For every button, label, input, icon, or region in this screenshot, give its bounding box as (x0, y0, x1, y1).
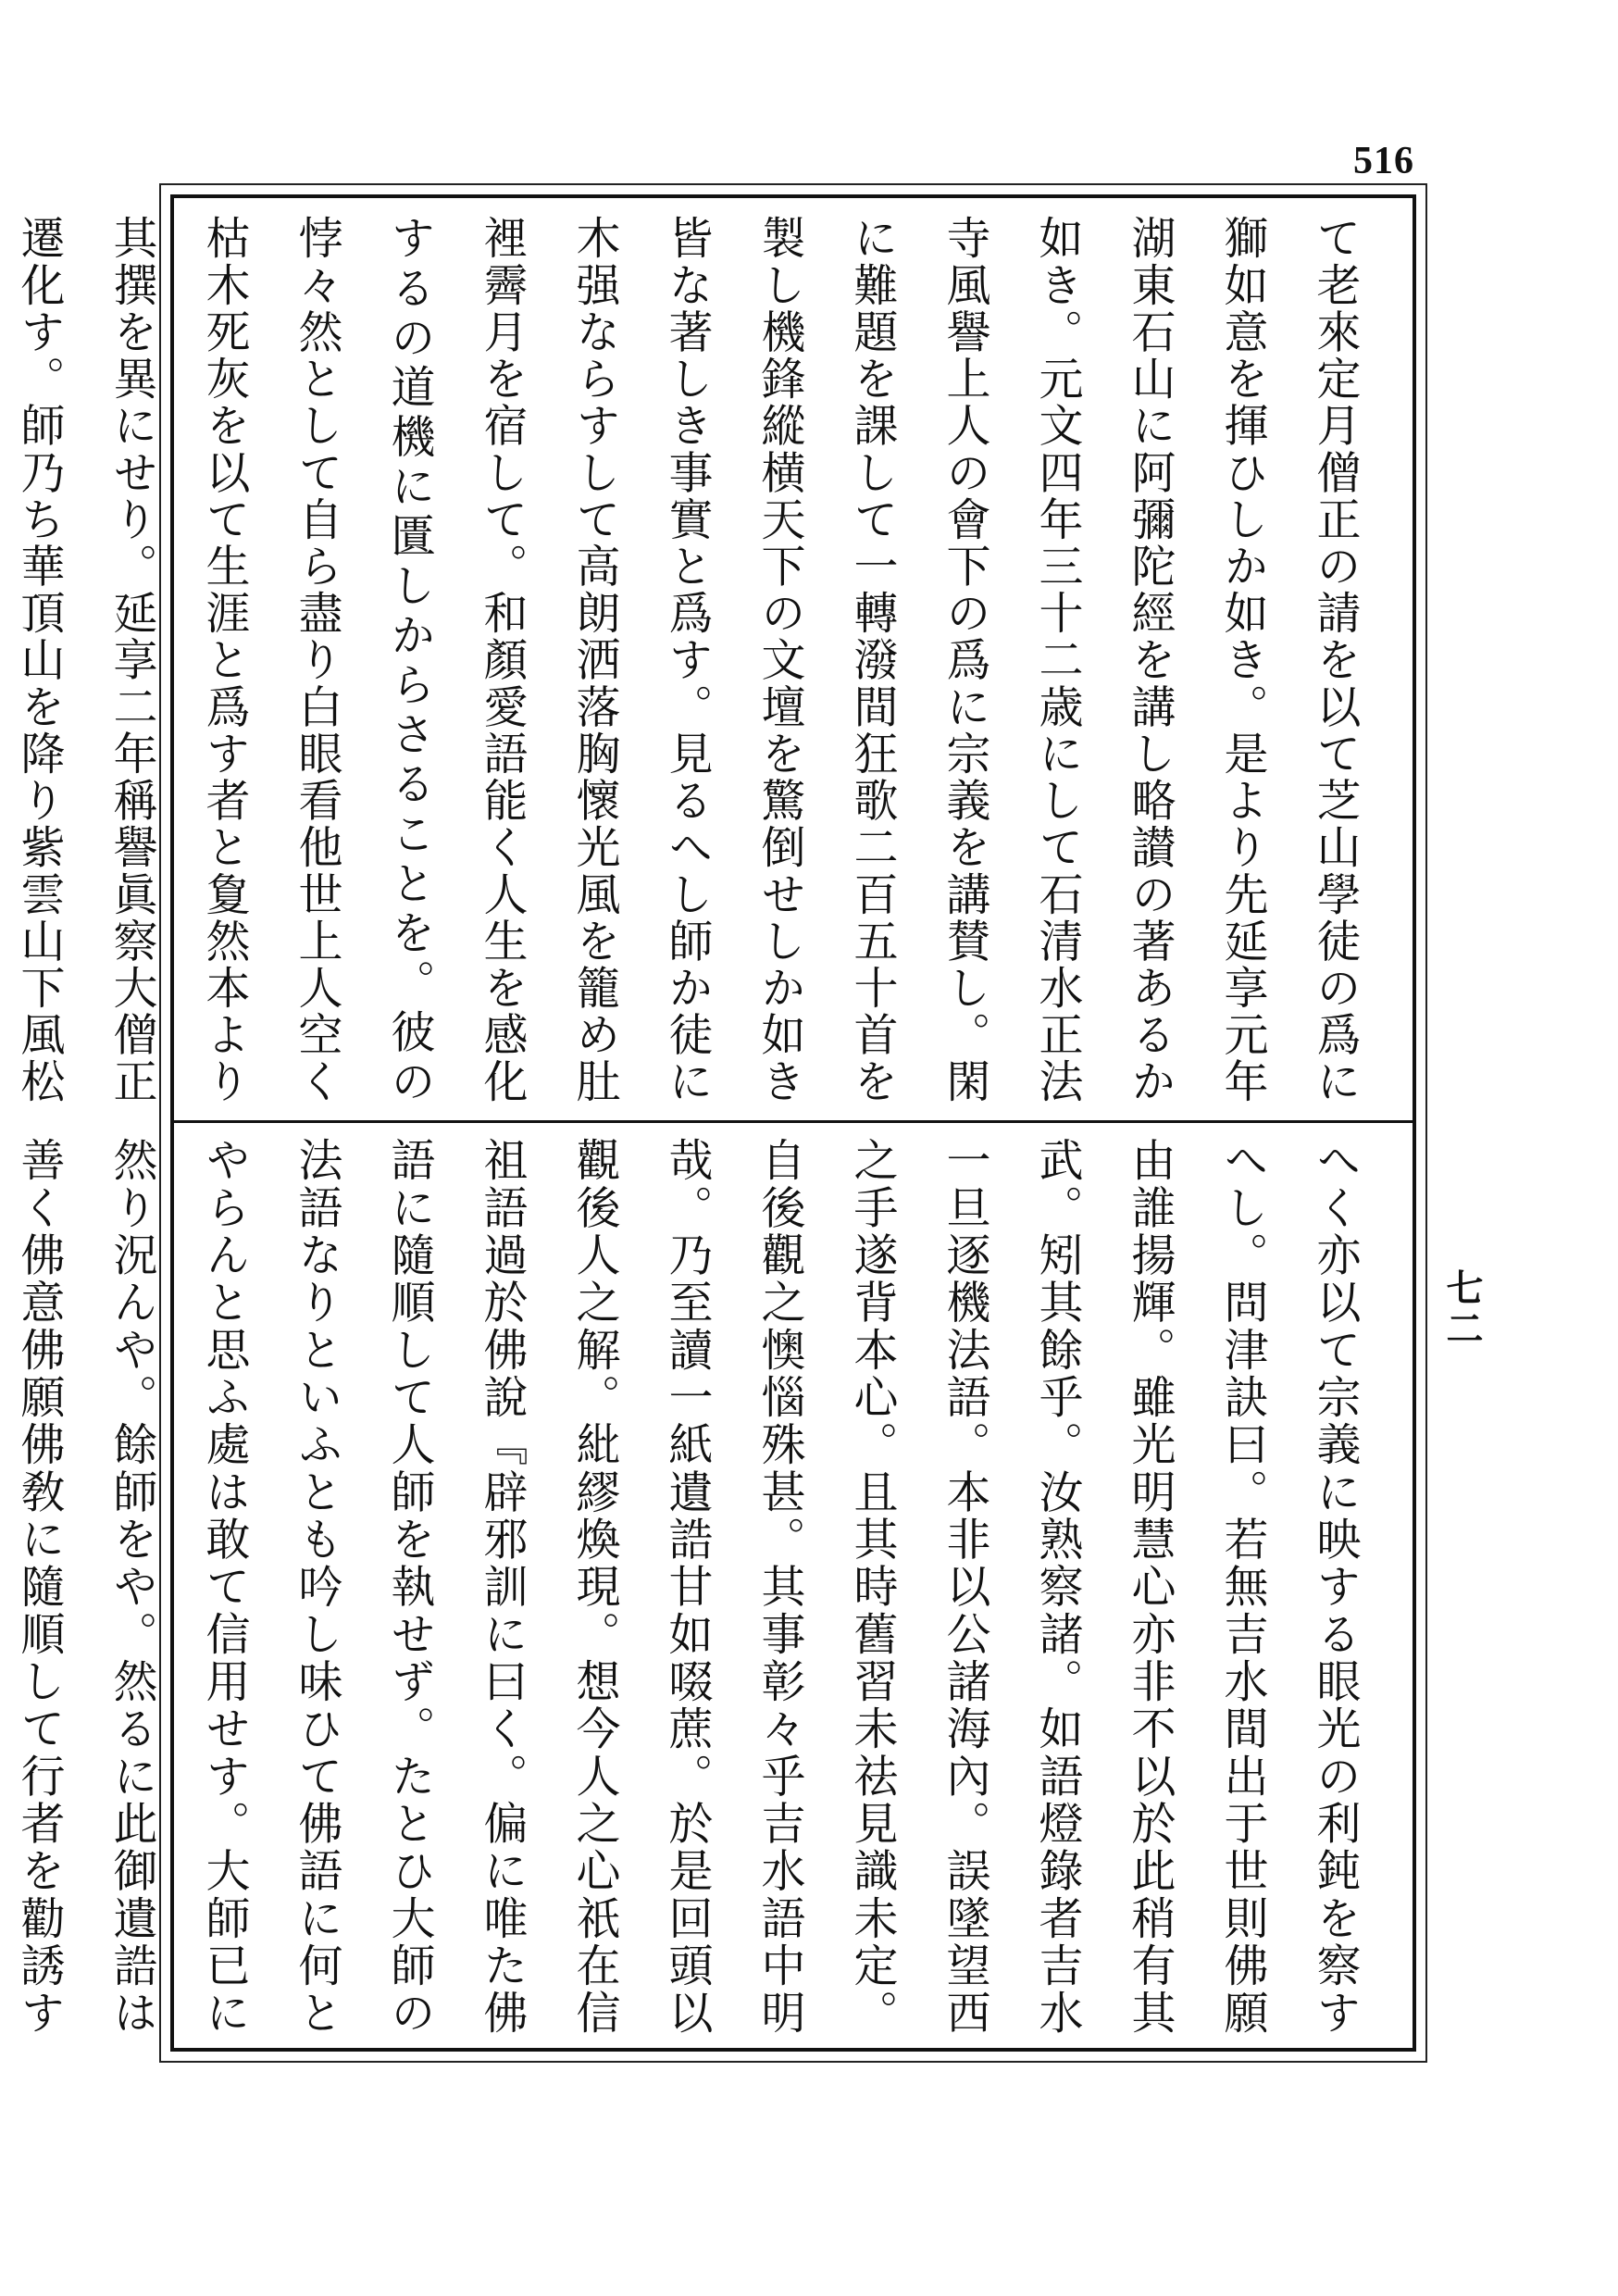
lower-text-panel (13, 1137, 1394, 2036)
lower-text-body: へく亦以て宗義に映する眼光の利鈍を察すへし。問津訣曰。若無吉水間出于世則佛願由誰揚輝。雖光明慧心亦非不以於此稍有其武。矧其餘乎。汝熟察諸。如語燈錄者吉水一旦逐機法語。本非以公諸海內。誤墜望西之手遂背本心。且其時舊習未祛見識未定。自後觀之懊惱殊甚。其事彰々乎吉水語中明哉。乃至讀一紙遺誥甘如啜蔗。於是回頭以觀後人之解。紕繆煥現。想今人之心祇在信祖語過於佛說『辟邪訓に曰く。偏に唯た佛語に隨順して人師を執せず。たとひ大師の法語なりといふとも吟し味ひて佛語に何とやらんと思ふ處は敢て信用せす。大師已に然り況んや。餘師をや。然るに此御遺誥は善く佛意佛願佛敎に隨順して行者を勸誘す (13, 1137, 1361, 2036)
page-number: 516 (1353, 140, 1414, 182)
upper-text-body: て老來定月僧正の請を以て芝山學徒の爲に獅如意を揮ひしか如き。是より先延享元年湖東石山に阿彌陀經を講し略讃の著あるか如き。元文四年三十二歳にして石清水正法寺風譽上人の會下の爲に宗義を講賛し。閑に難題を課して一轉潑間狂歌二百五十首を製し機鋒縱横天下の文壇を驚倒せしか如き皆な著しき事實と爲す。見るへし師か徒に木强ならすして高朗洒落胸懷光風を籠め肚裡霽月を宿して。和顏愛語能く人生を感化するの道機に匱しからさることを。彼の悖々然として自ら盡り白眼看他世上人空く枯木死灰を以て生涯と爲す者と夐然本より其撰を異にせり。延享二年稱譽眞察大僧正遷化す。師乃ち華頂山を降り紫雲山下風松 (13, 215, 1361, 1104)
panel-divider (170, 1120, 1416, 1123)
folio-number: 七二 (1440, 1268, 1484, 1350)
upper-text-panel (13, 215, 1394, 1104)
